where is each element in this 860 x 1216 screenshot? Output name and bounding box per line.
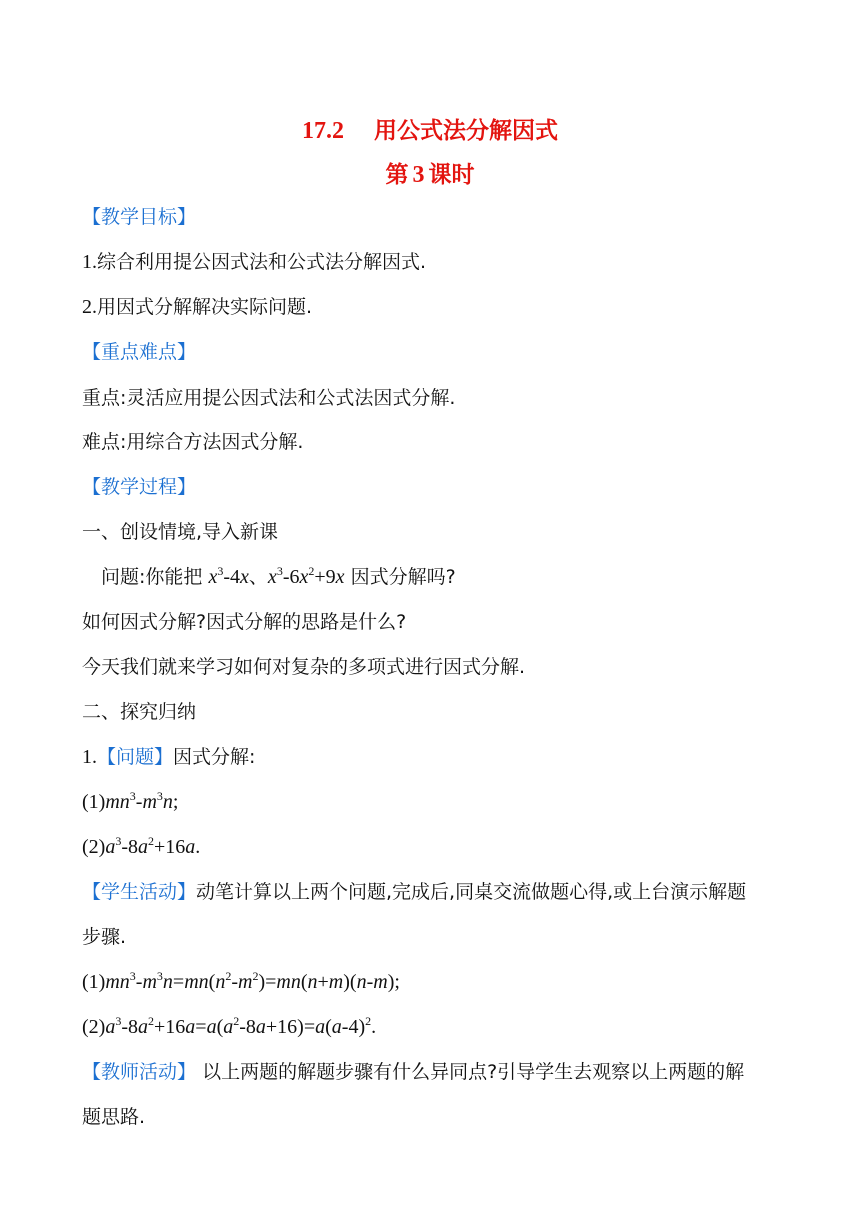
guiding-question: 如何因式分解?因式分解的思路是什么? bbox=[82, 611, 407, 633]
math-expression-1: $x^3-4x$ bbox=[208, 564, 249, 588]
math-problem-2: $(2)a^3-8a^2+16a$. bbox=[82, 834, 201, 858]
lesson-title bbox=[0, 112, 860, 145]
intro-question: 问题:你能把 $x^3-4x$、$x^3-6x^2+9x$ 因式分解吗? bbox=[101, 564, 456, 588]
student-activity: 【学生活动】动笔计算以上两个问题,完成后,同桌交流做题心得,或上台演示解题 bbox=[82, 881, 747, 903]
problem-1: 1.【问题】因式分解: bbox=[82, 746, 256, 768]
section-heading-process: 【教学过程】 bbox=[82, 476, 197, 498]
objective-1: 1.综合利用提公因式法和公式法分解因式. bbox=[82, 251, 427, 273]
difficult-point: 难点:用综合方法因式分解. bbox=[82, 431, 304, 453]
problem-tag: 【问题】 bbox=[97, 746, 174, 768]
step-1-heading: 一、创设情境,导入新课 bbox=[82, 521, 279, 543]
objective-2: 2.用因式分解解决实际问题. bbox=[82, 296, 313, 318]
teacher-activity-cont: 题思路. bbox=[82, 1106, 146, 1128]
step-2-heading: 二、探究归纳 bbox=[82, 701, 197, 723]
key-point: 重点:灵活应用提公因式法和公式法因式分解. bbox=[82, 387, 456, 409]
lesson-title-text: 用公式法分解因式 bbox=[374, 118, 558, 144]
student-activity-cont: 步骤. bbox=[82, 926, 127, 948]
lesson-period: 第 3 课时 bbox=[385, 162, 475, 188]
math-solution-2: $(2)a^3-8a^2+16a=a(a^2-8a+16)=a(a-4)^2$. bbox=[82, 1014, 377, 1038]
teacher-activity: 【教师活动】 以上两题的解题步骤有什么异同点?引导学生去观察以上两题的解 bbox=[82, 1061, 745, 1083]
section-heading-keypoints: 【重点难点】 bbox=[82, 341, 197, 363]
student-activity-tag: 【学生活动】 bbox=[82, 881, 197, 903]
section-heading-objectives: 【教学目标】 bbox=[82, 206, 197, 228]
math-expression-2: $x^3-6x^2+9x$ bbox=[267, 564, 345, 588]
lesson-number: 17.2 bbox=[302, 118, 344, 144]
teacher-activity-tag: 【教师活动】 bbox=[82, 1061, 197, 1083]
math-solution-1: $(1)mn^3-m^3n=mn(n^2-m^2)=mn(n+m)(n-m)$; bbox=[82, 969, 400, 993]
today-intro: 今天我们就来学习如何对复杂的多项式进行因式分解. bbox=[82, 656, 526, 678]
math-problem-1: $(1)mn^3-m^3n$; bbox=[82, 789, 179, 813]
